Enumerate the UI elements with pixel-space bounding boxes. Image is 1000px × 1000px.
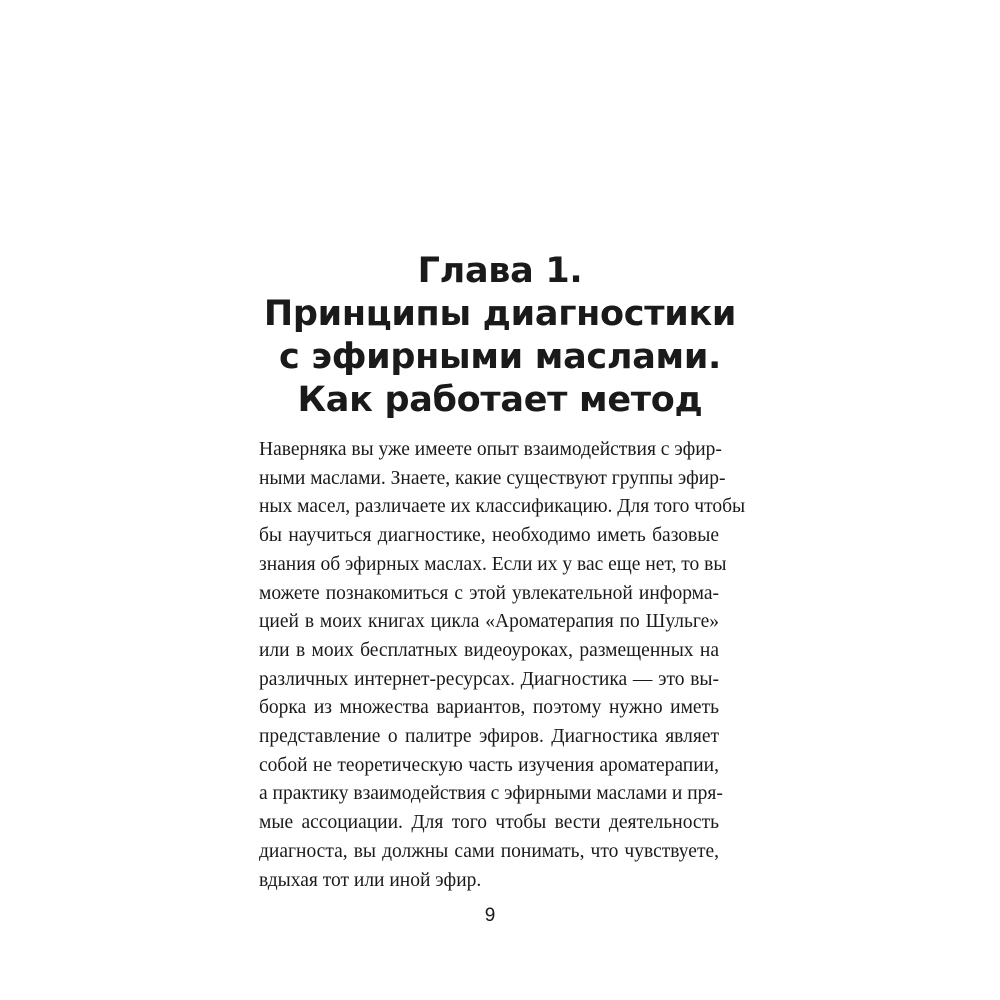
chapter-title-line: с эфирными маслами.	[278, 337, 722, 377]
paragraph-line: борка из множества вариантов, поэтому нужно иметь	[259, 697, 719, 719]
paragraph-line: а практику взаимодействия с эфирными маслами и пря-	[259, 783, 723, 805]
body-paragraph	[259, 436, 746, 895]
paragraph-line: можете познакомиться с этой увлекательной информа-	[259, 582, 719, 604]
page-number: 9	[484, 905, 496, 926]
chapter-title	[250, 250, 750, 422]
paragraph-line: вдыхая тот или иной эфир.	[259, 869, 482, 891]
paragraph-line: ных масел, различаете их классификацию. Для того чтобы	[259, 496, 746, 518]
paragraph-line: мые ассоциации. Для того чтобы вести деятельность	[259, 812, 719, 834]
chapter-title-line: Принципы диагностики	[263, 294, 737, 334]
chapter-title-line: Глава 1.	[417, 251, 583, 291]
paragraph-line: различных интернет-ресурсах. Диагностика — это вы-	[259, 668, 719, 690]
chapter-title-line: Как работает метод	[297, 380, 703, 420]
paragraph-line: диагноста, вы должны сами понимать, что чувствуете,	[259, 840, 719, 862]
paragraph-line: Наверняка вы уже имеете опыт взаимодействия с эфир-	[259, 439, 722, 460]
paragraph-line: собой не теоретическую часть изучения ароматерапии,	[259, 754, 719, 776]
paragraph-line: знания об эфирных маслах. Если их у вас еще нет, то вы	[259, 553, 727, 575]
paragraph-line: представление о палитре эфиров. Диагностика являет	[259, 726, 719, 748]
paragraph-line: или в моих бесплатных видеоуроках, размещенных на	[259, 639, 719, 661]
paragraph-line: ными маслами. Знаете, какие существуют группы эфир-	[259, 467, 726, 489]
paragraph-line: цией в моих книгах цикла «Ароматерапия по Шульге»	[259, 611, 719, 633]
paragraph-line: бы научиться диагностике, необходимо иметь базовые	[259, 525, 719, 547]
